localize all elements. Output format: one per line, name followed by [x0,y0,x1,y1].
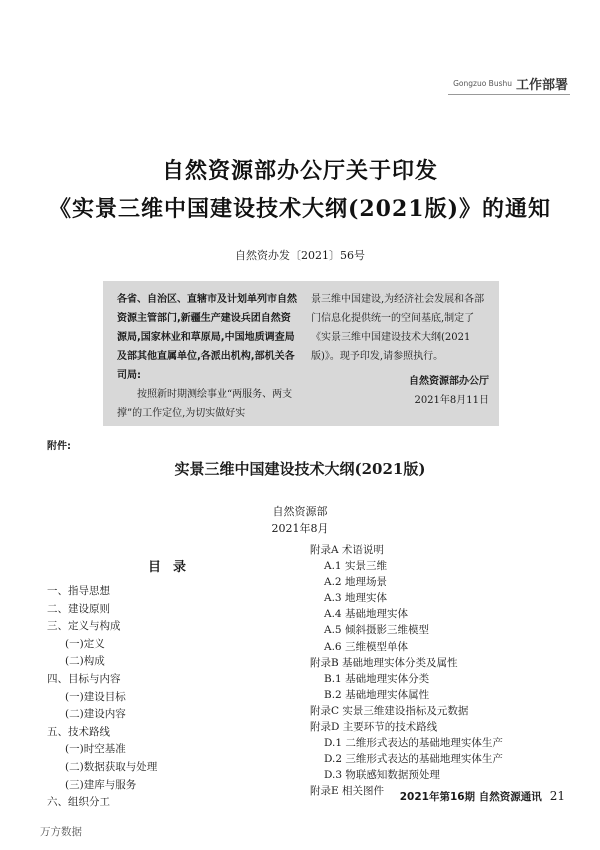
attachment-label: 附件: [47,441,71,452]
toc-item: D.3 物联感知数据预处理 [324,769,440,782]
toc-item: D.2 三维形式表达的基础地理实体生产 [324,753,503,766]
header-section: 工作部署 [515,78,568,93]
toc-item: 五、技术路线 [47,725,110,738]
attachment-title: 实景三维中国建设技术大纲(2021版) [174,460,426,478]
toc-item: (一)定义 [65,637,105,650]
toc-heading: 目录 [148,560,199,575]
toc-item: (三)建库与服务 [65,778,137,791]
document-number: 自然资办发〔2021〕56号 [235,249,365,262]
notice-right-column [311,290,489,410]
notice-box [103,281,499,426]
toc-item: A.3 地理实体 [324,592,387,605]
notice-recipients: 各省、自治区、直辖市及计划单列市自然资源主管部门,新疆生产建设兵团自然资源局,国家林业和草原局,中国地质调查局及部其他直属单位,各派出机构,部机关各司局: [117,294,297,381]
toc-item: 一、指导思想 [47,585,110,597]
title-line-2: 《实景三维中国建设技术大纲(2021版)》的通知 [48,196,552,222]
toc-item: 附录B 基础地理实体分类及属性 [310,656,458,669]
toc-item: (二)构成 [65,655,105,668]
notice-body-right: 景三维中国建设,为经济社会发展和各部门信息化提供统一的空间基底,制定了《实景三维中国建设技术大纲(2021版)》。现予印发,请参照执行。 [311,294,485,362]
toc-item: (一)建设目标 [65,690,126,703]
issue-date: 2021年8月 [271,522,329,535]
toc-item: 四、目标与内容 [47,672,121,685]
header-pinyin: Gongzuo Bushu [453,79,512,88]
issuer: 自然资源部 [272,505,328,518]
toc-item: 二、建设原则 [47,602,110,615]
toc-item: A.2 地理场景 [324,576,387,589]
running-header [453,74,568,93]
toc-item: D.1 二维形式表达的基础地理实体生产 [324,737,503,750]
notice-left-column [117,290,299,423]
toc-item: A.4 基础地理实体 [324,608,408,621]
header-rule [448,94,570,95]
footer-issue: 2021年第16期 自然资源通讯 [399,791,542,803]
watermark: 万方数据 [40,826,82,838]
page-footer [400,789,565,804]
toc-right-list [310,542,580,800]
notice-date: 2021年8月11日 [414,395,489,406]
toc-item: (一)时空基准 [65,743,126,756]
toc-item: 三、定义与构成 [47,620,121,633]
toc-item: A.6 三维模型单体 [324,640,408,653]
toc-item: (二)建设内容 [65,708,126,721]
toc-item: A.5 倾斜摄影三维模型 [324,624,429,637]
notice-signature: 自然资源部办公厅 [409,376,489,387]
page-number: 21 [549,789,565,803]
toc-item: A.1 实景三维 [324,560,387,573]
toc-item: (二)数据获取与处理 [65,760,158,773]
toc-left-list [47,583,287,812]
title-line-1: 自然资源部办公厅关于印发 [161,158,438,184]
toc-item: B.2 基础地理实体属性 [324,688,430,701]
toc-item: B.1 基础地理实体分类 [324,672,430,685]
toc-item: 六、组织分工 [47,796,110,809]
toc-item: 附录A 术语说明 [310,544,384,556]
toc-item: 附录C 实景三维建设指标及元数据 [310,704,469,717]
toc-item: 附录E 相关图件 [310,785,385,798]
notice-body-left: 按照新时期测绘事业“两服务、两支撑”的工作定位,为切实做好实 [117,389,293,419]
toc-item: 附录D 主要环节的技术路线 [310,721,438,734]
